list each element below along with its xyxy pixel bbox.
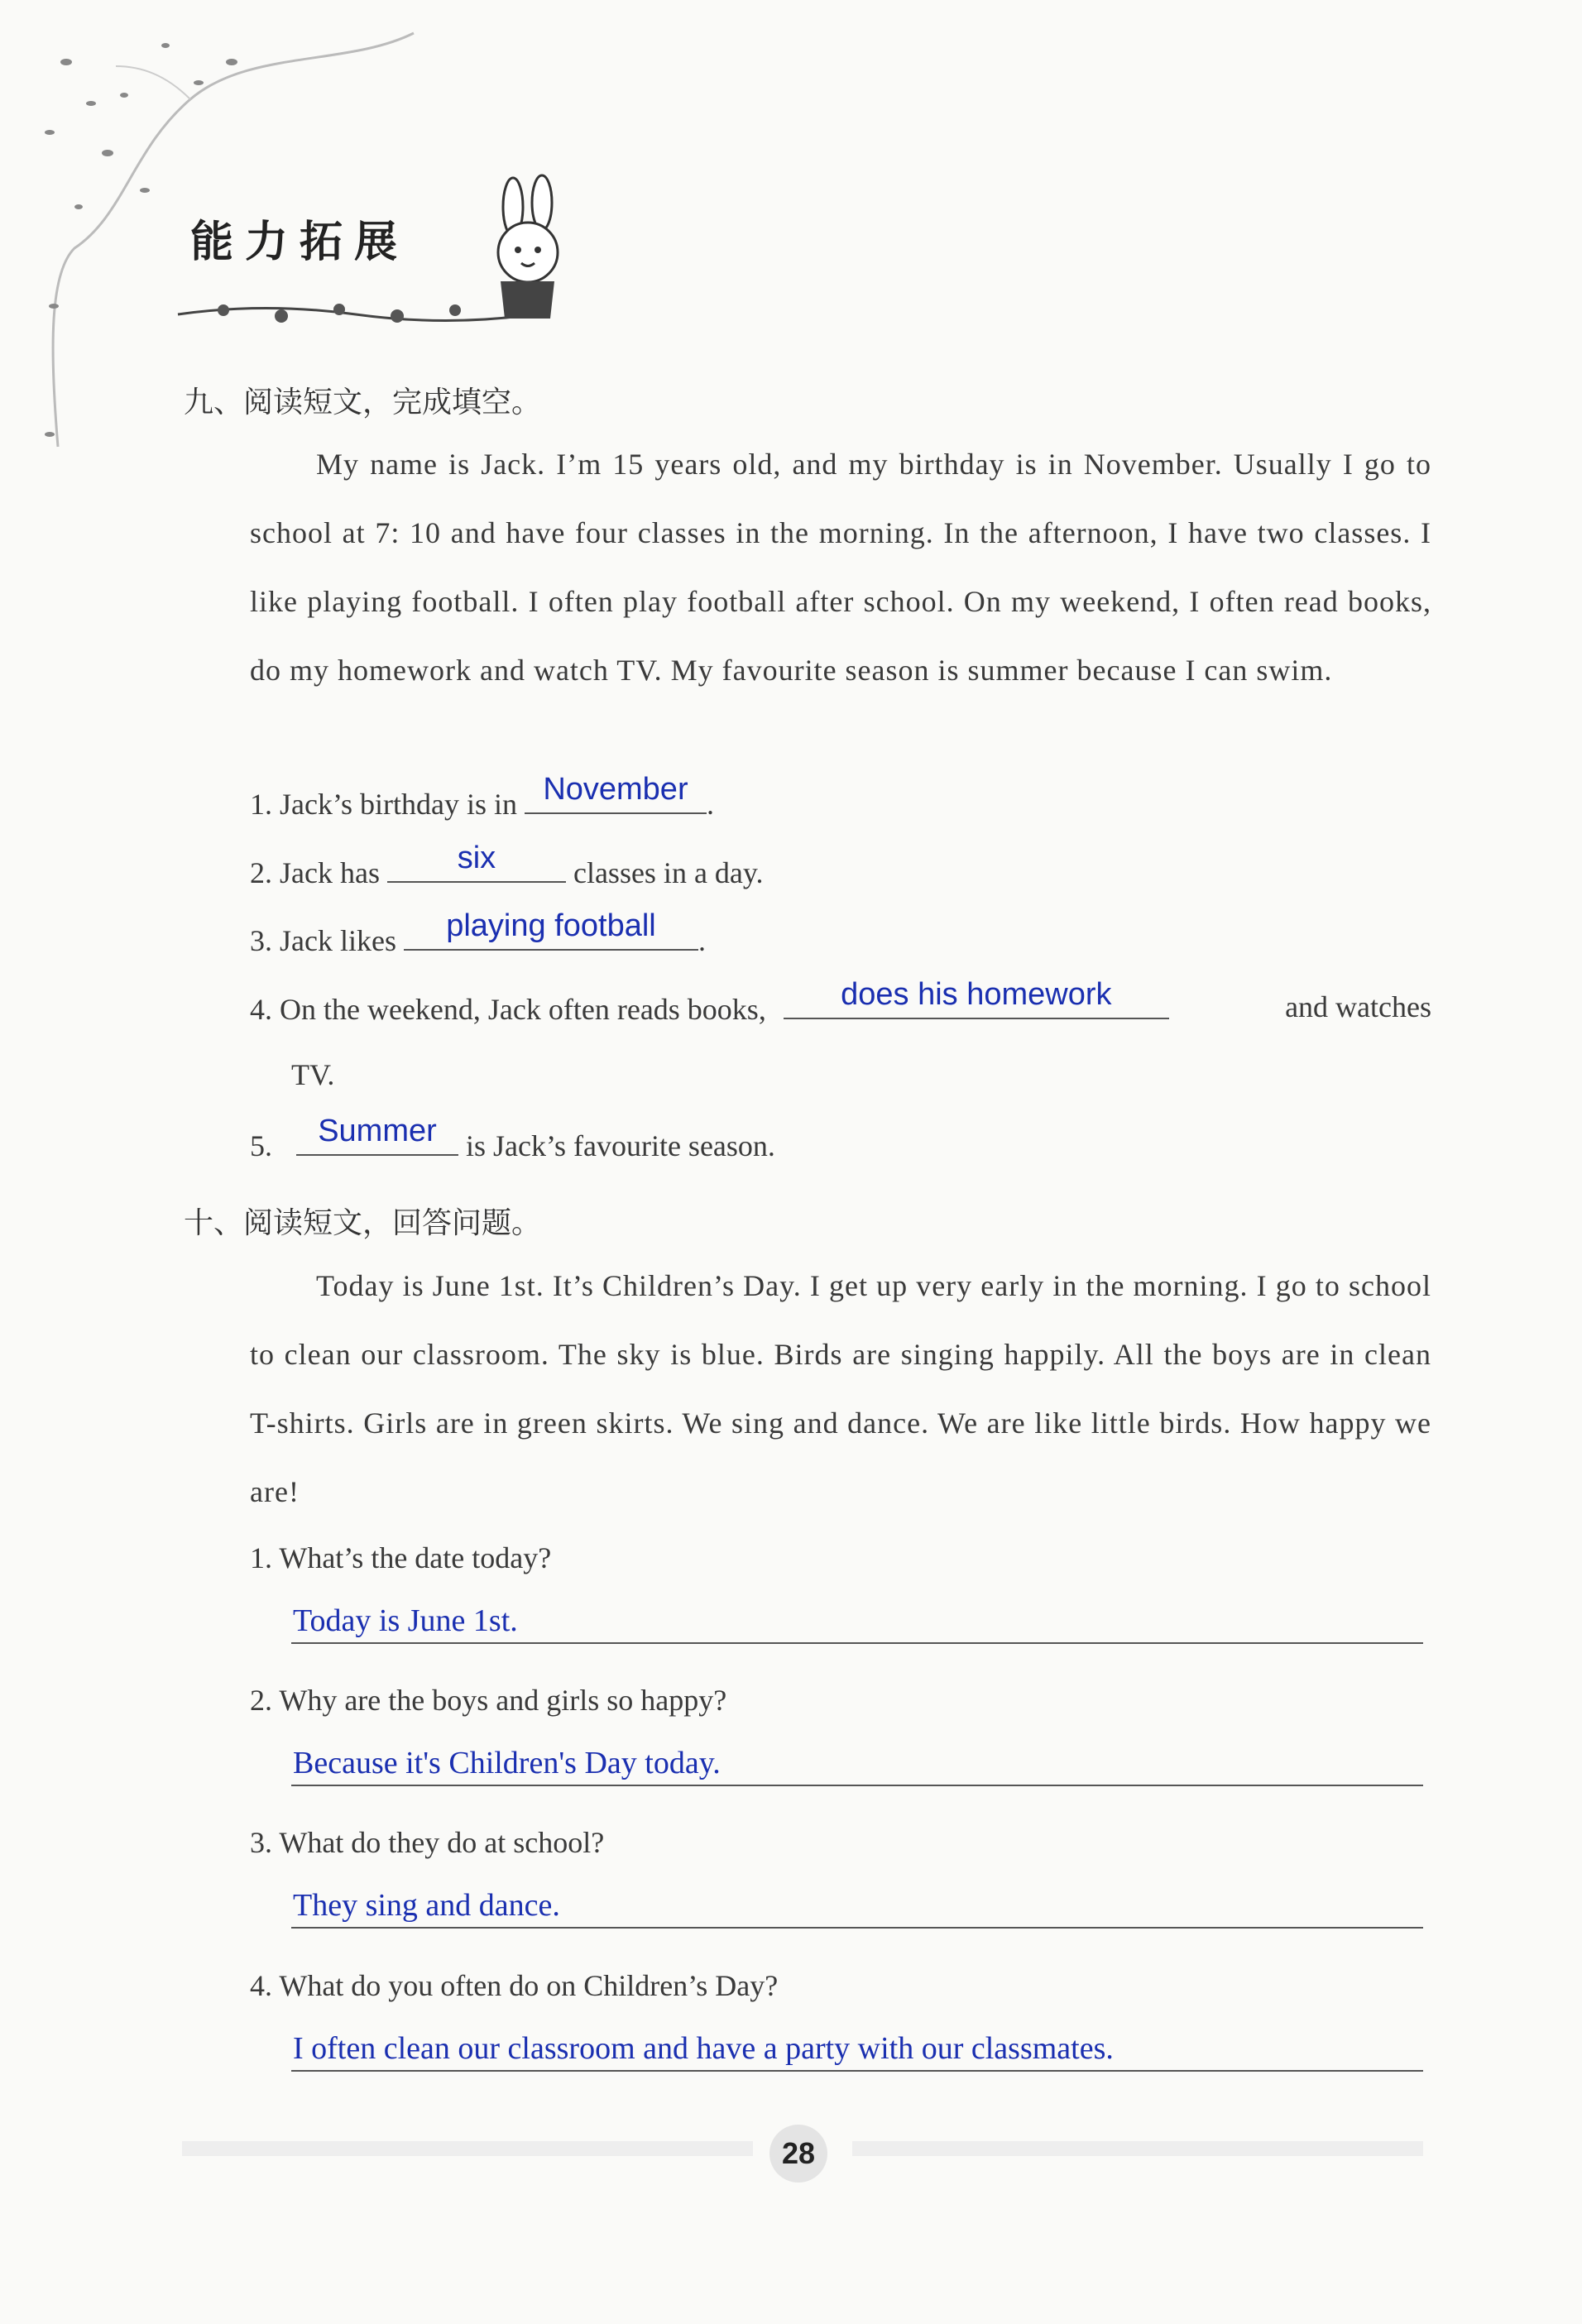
answer-line-3[interactable] [291, 1886, 1423, 1929]
question-text: 1. Jack’s birthday is in [250, 788, 517, 821]
question-text-end: is Jack’s favourite season. [466, 1129, 775, 1162]
fill-question-4 [250, 977, 1431, 1027]
handwritten-answer: Today is June 1st. [293, 1603, 518, 1638]
fill-question-3 [250, 908, 706, 958]
answer-question-4: 4. What do you often do on Children’s Day? [250, 1969, 779, 2002]
answer-blank[interactable] [404, 908, 698, 951]
handwritten-answer: They sing and dance. [293, 1888, 560, 1923]
question-text: 3. Jack likes [250, 924, 396, 957]
fill-question-1 [250, 772, 714, 822]
question-text: 2. Jack has [250, 856, 380, 889]
handwritten-answer: playing football [446, 908, 656, 943]
answer-line-2[interactable] [291, 1743, 1423, 1786]
question-text: 4. On the weekend, Jack often reads books, [250, 993, 766, 1026]
section-10-heading: 十、阅读短文，回答问题。 [184, 1206, 542, 1240]
fill-question-5 [250, 1114, 775, 1163]
question-text-end: and watches [1285, 990, 1431, 1023]
passage-text: My name is Jack. I’m 15 years old, and my birthday is in November. Usually I go to school at 7: 10 and have four classes in the morning. In the afternoon, I have two classes. I like playing football. I often play football after school. On my weekend, I often read books, do my homework and watch TV. My favourite season is summer because I can swim. [250, 448, 1431, 687]
answer-question-1: 1. What’s the date today? [250, 1541, 552, 1574]
answer-blank[interactable] [525, 772, 707, 814]
answer-blank[interactable] [784, 977, 1169, 1019]
question-number: 5. [250, 1129, 272, 1162]
question-text-end: . [698, 924, 706, 957]
section-9-heading: 九、阅读短文，完成填空。 [184, 386, 542, 419]
handwritten-answer: six [457, 841, 496, 875]
section-10-passage [250, 1252, 1431, 1526]
flower-border-icon [174, 298, 538, 331]
fill-question-2 [250, 841, 764, 890]
answer-question-3: 3. What do they do at school? [250, 1826, 605, 1859]
handwritten-answer: November [543, 772, 688, 807]
section-9-passage [250, 430, 1431, 705]
answer-blank[interactable] [387, 841, 566, 883]
ability-extension-banner [174, 174, 587, 339]
page-number: 28 [769, 2125, 827, 2183]
banner-title: 能力拓展 [190, 218, 410, 267]
handwritten-answer: Because it's Children's Day today. [293, 1746, 721, 1780]
answer-line-1[interactable] [291, 1601, 1423, 1644]
handwritten-answer: Summer [318, 1114, 437, 1148]
answer-line-4[interactable] [291, 2029, 1423, 2072]
answer-question-2: 2. Why are the boys and girls so happy? [250, 1684, 727, 1717]
fill-question-4-continued: TV. [291, 1058, 335, 1091]
handwritten-answer: I often clean our classroom and have a party with our classmates. [293, 2031, 1114, 2066]
answer-blank[interactable] [296, 1114, 458, 1156]
question-text-end: . [706, 788, 714, 821]
handwritten-answer: does his homework [841, 977, 1112, 1012]
question-text-end: classes in a day. [573, 856, 764, 889]
passage-text: Today is June 1st. It’s Children’s Day. I get up very early in the morning. I go to school to clean our classroom. The sky is blue. Birds are singing happily. All the boys are in clean T-shirts. Girls are in green skirts. We sing and dance. We are like little birds. How happy we are! [250, 1269, 1431, 1508]
